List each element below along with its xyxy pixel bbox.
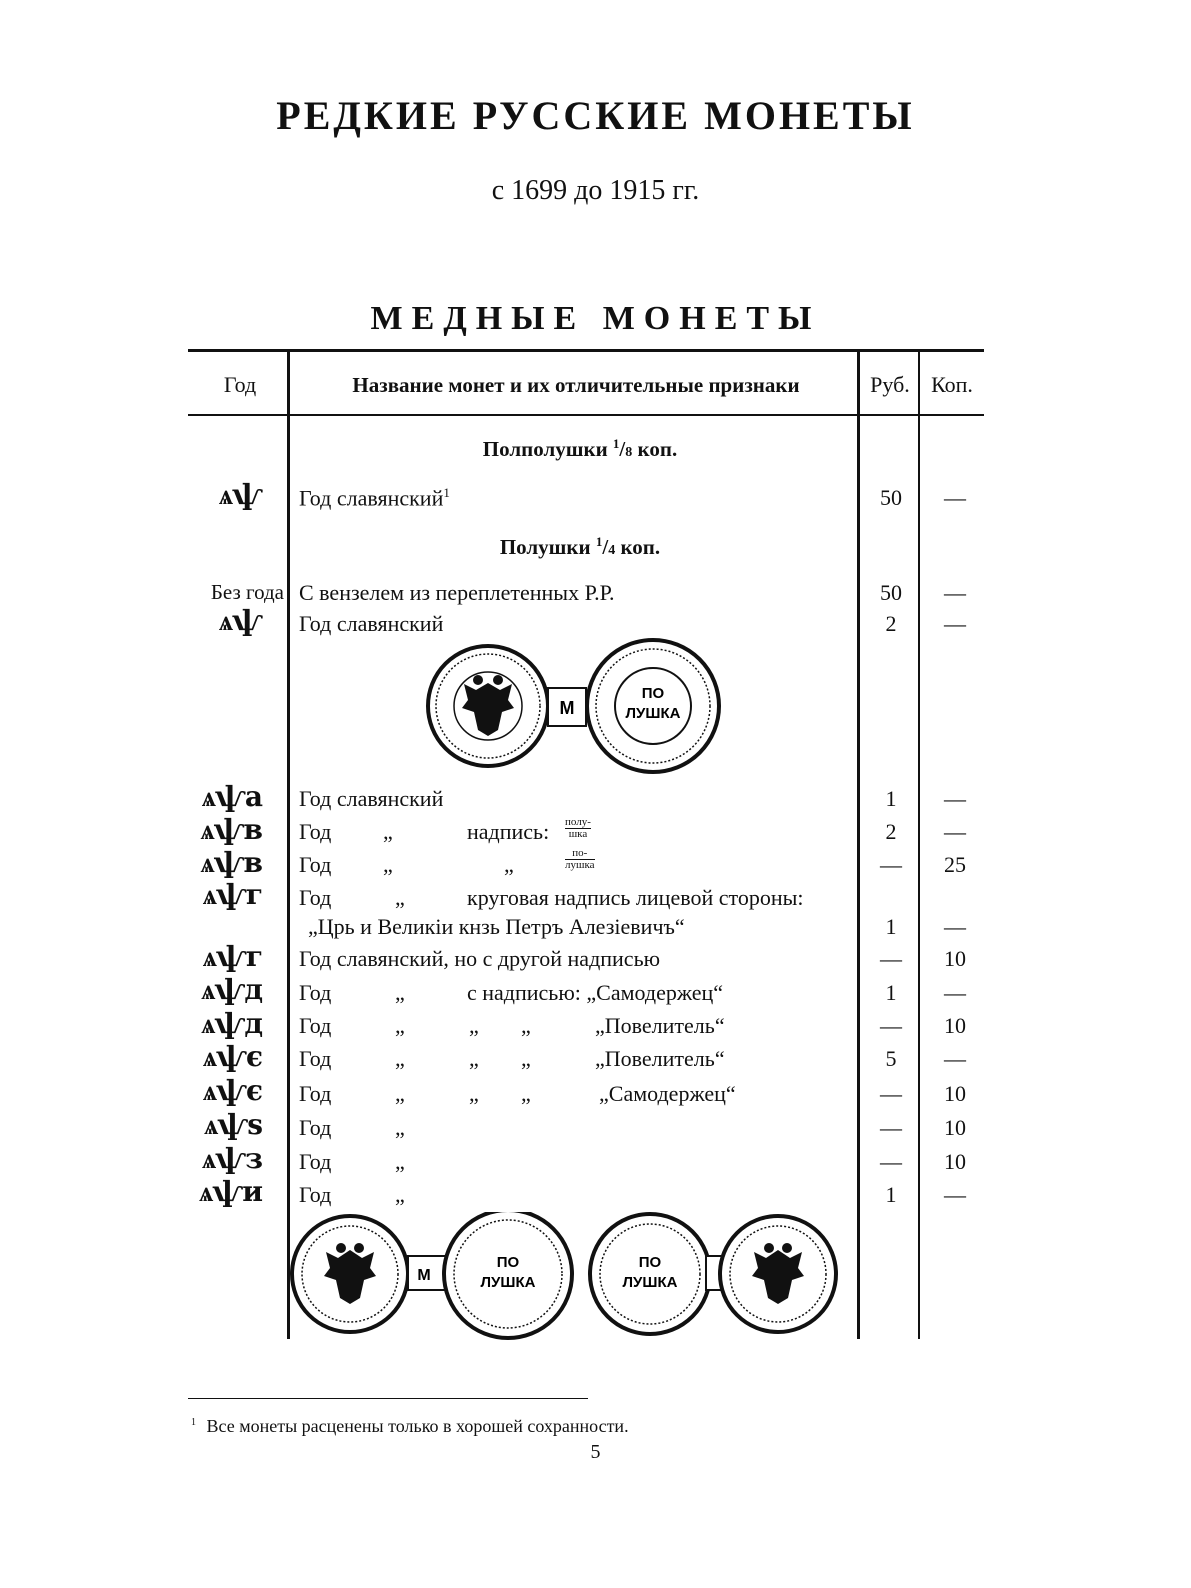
row-desc: Год „ „ „ „Повелитель“ bbox=[299, 1046, 725, 1071]
header-name: Название монет и их отличительные признаки bbox=[352, 373, 800, 397]
row-year: Без года bbox=[210, 580, 284, 604]
coin-link-label: М bbox=[417, 1267, 431, 1284]
row-rub: — bbox=[880, 852, 902, 877]
row-year: ѧѱ bbox=[219, 478, 262, 511]
row-kop: — bbox=[944, 485, 966, 510]
coin-obverse-eagle bbox=[428, 646, 548, 766]
row-desc: Год „ bbox=[299, 1182, 405, 1207]
row-kop: — bbox=[944, 914, 966, 939]
coin-reverse-line2: ЛУШКА bbox=[622, 1274, 678, 1291]
coin-illustration-top bbox=[418, 638, 728, 778]
row-year: ѧѱѕ bbox=[204, 1108, 262, 1141]
row-desc: Год „ „ „ „Повелитель“ bbox=[299, 1013, 725, 1038]
row-kop: — bbox=[944, 786, 966, 811]
row-kop: 10 bbox=[944, 946, 966, 971]
table-top-rule bbox=[188, 349, 984, 352]
coin-illustration-bottom bbox=[290, 1212, 846, 1342]
row-year: ѧѱз bbox=[202, 1142, 262, 1175]
header-kop: Коп. bbox=[931, 372, 973, 397]
row-rub: — bbox=[880, 946, 902, 971]
subhead-polushki: Полушки $^1$/4 коп. bbox=[499, 534, 661, 559]
row-year: ѧѱг bbox=[202, 878, 262, 911]
row-kop: — bbox=[944, 1182, 966, 1207]
row-year: ѧѱд bbox=[201, 973, 262, 1006]
row-desc: Год славянский$^1$ bbox=[299, 485, 450, 511]
row-rub: 2 bbox=[885, 819, 897, 844]
coin-reverse-text bbox=[587, 640, 719, 772]
coin-obverse-eagle bbox=[720, 1216, 836, 1332]
row-rub: — bbox=[880, 1149, 902, 1174]
row-desc: Год „ „ по- лушка bbox=[299, 847, 595, 877]
row-kop: — bbox=[944, 1046, 966, 1071]
row-year: ѧѱи bbox=[199, 1175, 262, 1208]
coin-reverse-line2: ЛУШКА bbox=[625, 705, 681, 722]
row-desc: Год славянский bbox=[299, 611, 444, 636]
row-desc: „Црь и Великiи кнзь Петръ Алезiевичъ“ bbox=[308, 914, 685, 939]
row-year: ѧѱє bbox=[202, 1074, 262, 1107]
row-rub: 1 bbox=[885, 980, 897, 1005]
coin-obverse-eagle bbox=[292, 1216, 408, 1332]
row-desc: Год славянский, но с другой надписью bbox=[299, 946, 661, 971]
row-rub: 1 bbox=[885, 786, 897, 811]
row-desc: С вензелем из переплетенных Р.Р. bbox=[299, 580, 615, 605]
row-rub: 50 bbox=[880, 580, 902, 605]
row-rub: 1 bbox=[885, 1182, 897, 1207]
row-desc: Год „ „ „ „Самодержец“ bbox=[299, 1081, 736, 1106]
row-year: ѧѱв bbox=[200, 846, 262, 879]
row-desc: Год „ надпись: полу- шка bbox=[299, 816, 591, 844]
column-divider-rub bbox=[918, 349, 920, 1339]
page-subtitle: с 1699 до 1915 гг. bbox=[491, 175, 700, 206]
row-kop: 10 bbox=[944, 1081, 966, 1106]
coin-reverse-line1: ПО bbox=[638, 1254, 662, 1271]
coin-reverse-text bbox=[590, 1214, 710, 1334]
row-year: ѧѱд bbox=[201, 1007, 262, 1040]
header-bottom-rule bbox=[188, 414, 984, 416]
row-desc: Год „ с надписью: „Самодержец“ bbox=[299, 980, 724, 1005]
row-desc: Год „ bbox=[299, 1115, 405, 1140]
row-kop: — bbox=[944, 611, 966, 636]
column-divider-year bbox=[287, 349, 290, 1339]
row-kop: 10 bbox=[944, 1013, 966, 1038]
row-kop: 10 bbox=[944, 1115, 966, 1140]
row-desc: Год „ круговая надпись лицевой стороны: bbox=[299, 885, 804, 910]
row-year: ѧѱг bbox=[202, 940, 262, 973]
section-title: МЕДНЫЕ МОНЕТЫ bbox=[370, 300, 821, 337]
row-desc: Год „ bbox=[299, 1149, 405, 1174]
row-desc: Год славянский bbox=[299, 786, 444, 811]
row-rub: 2 bbox=[885, 611, 897, 636]
row-year: ѧѱа bbox=[201, 780, 262, 813]
footnote-rule bbox=[188, 1398, 588, 1399]
row-kop: — bbox=[944, 819, 966, 844]
coin-reverse-text bbox=[444, 1212, 572, 1338]
coin-reverse-line1: ПО bbox=[641, 685, 665, 702]
row-rub: 5 bbox=[885, 1046, 897, 1071]
row-kop: — bbox=[944, 980, 966, 1005]
row-year: ѧѱв bbox=[200, 813, 262, 846]
coin-reverse-line1: ПО bbox=[496, 1254, 520, 1271]
row-year: ѧѱє bbox=[202, 1040, 262, 1073]
row-rub: 1 bbox=[885, 914, 897, 939]
subhead-polpolushki: Полполушки $^1$/8 коп. bbox=[482, 436, 678, 461]
coin-reverse-line2: ЛУШКА bbox=[480, 1274, 536, 1291]
coin-link-label: М bbox=[559, 698, 575, 718]
header-year: Год bbox=[223, 372, 257, 397]
footnote: $^1$ Все монеты расценены только в хорошей сохранности. bbox=[191, 1416, 629, 1436]
column-divider-name bbox=[857, 349, 860, 1339]
row-kop: — bbox=[944, 580, 966, 605]
page-number: 5 bbox=[590, 1441, 601, 1463]
row-year: ѧѱ bbox=[219, 604, 262, 637]
row-kop: 25 bbox=[944, 852, 966, 877]
row-rub: — bbox=[880, 1115, 902, 1140]
row-rub: — bbox=[880, 1013, 902, 1038]
row-rub: 50 bbox=[880, 485, 902, 510]
page-title: РЕДКИЕ РУССКИЕ МОНЕТЫ bbox=[276, 93, 915, 138]
row-kop: 10 bbox=[944, 1149, 966, 1174]
header-rub: Руб. bbox=[870, 372, 910, 397]
row-rub: — bbox=[880, 1081, 902, 1106]
